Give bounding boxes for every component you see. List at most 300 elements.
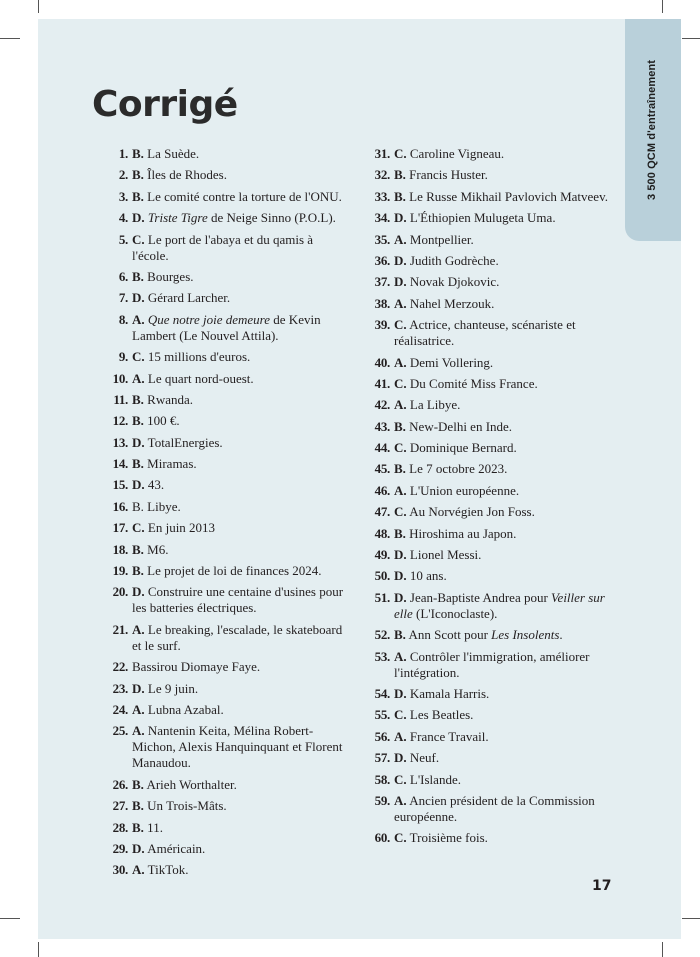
answer-title-italic: Veiller sur elle	[394, 589, 605, 621]
answer-text	[394, 707, 616, 723]
answer-segment: Lionel Messi.	[409, 547, 482, 563]
answer-letter: D.	[394, 589, 407, 605]
question-number: 9.	[118, 349, 128, 365]
question-number: 29.	[112, 840, 128, 856]
answer-letter: D.	[394, 210, 407, 226]
answer-text	[132, 167, 350, 183]
answer-text	[394, 274, 616, 290]
question-number: 22.	[112, 659, 128, 675]
answer-segment: L'Islande.	[409, 771, 461, 787]
answer-segment: TikTok.	[147, 862, 189, 878]
question-number: 34.	[374, 210, 390, 226]
question-number: 25.	[112, 723, 128, 739]
answer-letter: C.	[394, 375, 407, 391]
question-number: 26.	[112, 776, 128, 792]
answer-item	[354, 210, 616, 226]
answer-item	[92, 622, 350, 654]
answer-text	[132, 777, 350, 793]
answer-segment: L'Union européenne.	[409, 482, 520, 498]
answer-letter: B.	[132, 268, 144, 284]
answer-text	[132, 723, 350, 771]
answer-letter: D.	[394, 568, 407, 584]
answer-letter: D.	[394, 252, 407, 268]
answer-item	[354, 419, 616, 435]
answer-title-italic: Triste Tigre	[147, 210, 208, 226]
answer-item	[354, 627, 616, 643]
answer-text	[132, 435, 350, 451]
answer-item	[92, 392, 350, 408]
answer-item	[354, 189, 616, 205]
answer-item	[354, 483, 616, 499]
answer-segment: 10 ans.	[409, 568, 447, 584]
answer-item	[92, 798, 350, 814]
question-number: 43.	[374, 418, 390, 434]
answer-letter: D.	[132, 210, 145, 226]
answer-text	[132, 622, 350, 654]
answer-segment: La Suède.	[147, 146, 200, 161]
question-number: 18.	[112, 541, 128, 557]
answer-letter: D.	[132, 477, 145, 493]
answer-letter: A.	[132, 621, 145, 637]
answer-text	[132, 862, 350, 878]
answer-segment: Le quart nord-ouest.	[147, 370, 254, 386]
answer-item	[92, 499, 350, 515]
answers-column-right	[354, 146, 616, 852]
question-number: 5.	[118, 231, 128, 247]
answer-letter: B.	[394, 188, 406, 204]
answer-segment: Judith Godrèche.	[409, 252, 499, 268]
answer-item	[92, 371, 350, 387]
answer-item	[354, 296, 616, 312]
answer-text	[132, 413, 350, 429]
answer-segment: Le Russe Mikhail Pavlovich Matveev.	[409, 188, 608, 204]
question-number: 49.	[374, 547, 390, 563]
answer-segment: Le breaking, l'escalade, le skateboard et le surf.	[132, 621, 343, 653]
answer-letter: D.	[394, 750, 407, 766]
answer-letter: B.	[132, 146, 144, 161]
answer-item	[354, 397, 616, 413]
answer-text	[394, 376, 616, 392]
answer-segment: Construire une centaine d'usines pour les batteries électriques.	[132, 584, 344, 616]
question-number: 19.	[112, 563, 128, 579]
answer-letter: C.	[394, 146, 407, 161]
answer-segment: Caroline Vigneau.	[409, 146, 505, 161]
question-number: 51.	[374, 589, 390, 605]
answer-segment: Le 9 juin.	[147, 680, 199, 696]
answer-text	[394, 419, 616, 435]
answer-segment: Un Trois-Mâts.	[147, 798, 227, 814]
answer-segment: Dominique Bernard.	[409, 440, 517, 456]
answer-item	[92, 681, 350, 697]
answer-letter: D.	[132, 680, 145, 696]
answer-segment: 43.	[147, 477, 165, 493]
question-number: 17.	[112, 520, 128, 536]
answer-item	[354, 526, 616, 542]
answer-segment: Neuf.	[409, 750, 440, 766]
answer-letter: A.	[132, 311, 145, 327]
answer-item	[354, 355, 616, 371]
answer-letter: B.	[132, 498, 144, 514]
answer-segment: Bourges.	[147, 268, 194, 284]
answer-segment: Libye.	[147, 498, 181, 514]
answer-item	[354, 440, 616, 456]
answer-letter: B.	[132, 167, 144, 183]
answer-text	[394, 750, 616, 766]
answer-segment: Nantenin Keita, Mélina Robert-Michon, Alexis Hanquinquant et Florent Manaudou.	[132, 723, 343, 771]
page-number: 17	[592, 878, 612, 894]
answer-text	[394, 504, 616, 520]
question-number: 54.	[374, 685, 390, 701]
answer-segment: Du Comité Miss France.	[409, 375, 538, 391]
answer-text	[394, 686, 616, 702]
answer-segment: Montpellier.	[409, 231, 474, 247]
answer-item	[92, 146, 350, 162]
answer-segment: Les Beatles.	[409, 707, 474, 723]
answer-letter: A.	[394, 792, 407, 808]
question-number: 35.	[374, 231, 390, 247]
answer-item	[92, 477, 350, 493]
answer-item	[354, 146, 616, 162]
answer-segment: Ann Scott pour	[408, 627, 492, 643]
answer-item	[92, 563, 350, 579]
answer-text	[132, 820, 350, 836]
answer-text	[132, 681, 350, 697]
answer-letter: C.	[394, 830, 407, 846]
question-number: 1.	[118, 146, 128, 161]
answer-segment: Nahel Merzouk.	[409, 295, 495, 311]
question-number: 32.	[374, 167, 390, 183]
question-number: 2.	[118, 167, 128, 183]
answer-segment: Ancien président de la Commission européenne.	[394, 792, 595, 824]
answer-segment: Hiroshima au Japon.	[409, 525, 517, 541]
answer-item	[354, 167, 616, 183]
question-number: 41.	[374, 375, 390, 391]
answer-text	[394, 397, 616, 413]
answer-text	[394, 189, 616, 205]
answer-letter: D.	[132, 290, 145, 306]
answer-letter: C.	[394, 771, 407, 787]
question-number: 7.	[118, 290, 128, 306]
answer-text	[132, 499, 350, 515]
answer-letter: A.	[394, 231, 407, 247]
answers-column-left	[92, 146, 350, 884]
answer-text	[132, 232, 350, 264]
answer-segment: Jean-Baptiste Andrea pour	[409, 589, 552, 605]
answer-segment: Américain.	[147, 840, 206, 856]
question-number: 55.	[374, 707, 390, 723]
answer-letter: A.	[132, 370, 145, 386]
answer-letter: D.	[132, 840, 145, 856]
answer-item	[92, 210, 350, 226]
answer-letter: D.	[394, 685, 407, 701]
question-number: 47.	[374, 504, 390, 520]
question-number: 50.	[374, 568, 390, 584]
answer-text	[394, 793, 616, 825]
answer-item	[354, 729, 616, 745]
question-number: 30.	[112, 862, 128, 878]
question-number: 12.	[112, 413, 128, 429]
answer-text	[132, 702, 350, 718]
answer-letter: B.	[132, 456, 144, 472]
answer-item	[354, 568, 616, 584]
answer-letter: A.	[394, 648, 407, 664]
answer-letter: A.	[394, 354, 407, 370]
question-number: 53.	[374, 648, 390, 664]
crop-mark	[38, 0, 39, 13]
answer-letter: B.	[394, 418, 406, 434]
answer-text	[394, 440, 616, 456]
answer-text	[394, 461, 616, 477]
crop-mark	[38, 942, 39, 957]
answer-segment: L'Éthiopien Mulugeta Uma.	[409, 210, 556, 226]
answer-text	[394, 547, 616, 563]
answer-segment: Actrice, chanteuse, scénariste et réalisatrice.	[394, 317, 576, 349]
answer-segment: (L'Iconoclaste).	[412, 605, 498, 621]
question-number: 33.	[374, 188, 390, 204]
answer-text	[132, 189, 350, 205]
question-number: 59.	[374, 792, 390, 808]
answer-letter: B.	[132, 541, 144, 557]
answer-item	[354, 461, 616, 477]
answer-segment: Miramas.	[147, 456, 197, 472]
answer-item	[92, 435, 350, 451]
answer-text	[394, 729, 616, 745]
answer-text	[132, 210, 350, 226]
answer-item	[354, 253, 616, 269]
answer-letter: D.	[132, 584, 145, 600]
answer-text	[394, 296, 616, 312]
question-number: 28.	[112, 819, 128, 835]
question-number: 13.	[112, 434, 128, 450]
answer-segment: Îles de Rhodes.	[147, 167, 227, 183]
question-number: 44.	[374, 440, 390, 456]
answer-text	[132, 349, 350, 365]
answer-item	[354, 793, 616, 825]
answer-text	[132, 477, 350, 493]
answer-text	[132, 798, 350, 814]
answer-letter: A.	[394, 482, 407, 498]
answer-item	[92, 542, 350, 558]
answer-letter: C.	[394, 707, 407, 723]
answer-letter: A.	[394, 397, 407, 413]
answer-item	[92, 189, 350, 205]
answer-text	[394, 210, 616, 226]
answer-title-italic: Que notre joie demeure	[147, 311, 271, 327]
question-number: 52.	[374, 627, 390, 643]
question-number: 39.	[374, 317, 390, 333]
answer-letter: B.	[394, 525, 406, 541]
answer-segment: Troisième fois.	[409, 830, 488, 846]
question-number: 45.	[374, 461, 390, 477]
question-number: 40.	[374, 354, 390, 370]
question-number: 37.	[374, 274, 390, 290]
question-number: 38.	[374, 295, 390, 311]
question-number: 23.	[112, 680, 128, 696]
answer-text	[394, 627, 616, 643]
answer-title-italic: Les Insolents	[491, 627, 560, 643]
answer-letter: D.	[394, 274, 407, 290]
question-number: 56.	[374, 728, 390, 744]
answer-letter: C.	[394, 440, 407, 456]
answer-segment: Lubna Azabal.	[147, 701, 224, 717]
answer-segment: Bassirou Diomaye Faye.	[132, 659, 261, 675]
answer-item	[354, 649, 616, 681]
answer-letter: D.	[394, 547, 407, 563]
answer-item	[354, 772, 616, 788]
answer-text	[394, 590, 616, 622]
answer-text	[394, 649, 616, 681]
answer-segment: 100 €.	[147, 413, 180, 429]
answer-letter: B.	[394, 461, 406, 477]
question-number: 3.	[118, 188, 128, 204]
answer-text	[394, 772, 616, 788]
answer-segment: Au Norvégien Jon Foss.	[409, 504, 535, 520]
answer-item	[92, 702, 350, 718]
answer-item	[354, 317, 616, 349]
question-number: 15.	[112, 477, 128, 493]
answer-segment: .	[559, 627, 563, 643]
answer-item	[354, 590, 616, 622]
answer-item	[92, 723, 350, 771]
answer-letter: B.	[132, 776, 144, 792]
crop-mark	[682, 918, 700, 919]
answer-item	[92, 659, 350, 675]
answer-item	[92, 349, 350, 365]
question-number: 21.	[112, 621, 128, 637]
answer-item	[354, 686, 616, 702]
answer-item	[92, 456, 350, 472]
question-number: 16.	[112, 498, 128, 514]
answer-text	[132, 659, 350, 675]
answer-segment: Demi Vollering.	[409, 354, 494, 370]
question-number: 8.	[118, 311, 128, 327]
answer-segment: de Kevin Lambert (Le Nouvel Attila).	[132, 311, 321, 343]
answer-item	[92, 520, 350, 536]
answer-text	[394, 526, 616, 542]
answer-item	[92, 862, 350, 878]
answer-item	[92, 312, 350, 344]
answer-letter: B.	[132, 413, 144, 429]
answer-letter: B.	[132, 188, 144, 204]
question-number: 48.	[374, 525, 390, 541]
answer-segment: Le 7 octobre 2023.	[409, 461, 508, 477]
question-number: 14.	[112, 456, 128, 472]
answer-segment: 11.	[147, 819, 163, 835]
answer-item	[92, 167, 350, 183]
answer-letter: B.	[394, 627, 406, 643]
question-number: 36.	[374, 252, 390, 268]
answer-text	[132, 456, 350, 472]
answer-text	[394, 355, 616, 371]
answer-letter: A.	[394, 295, 407, 311]
answer-text	[132, 563, 350, 579]
crop-mark	[662, 0, 663, 13]
answer-item	[354, 547, 616, 563]
answer-letter: B.	[132, 563, 144, 579]
answer-segment: de Neige Sinno (P.O.L).	[207, 210, 336, 226]
answer-letter: C.	[394, 504, 407, 520]
answer-segment: Contrôler l'immigration, améliorer l'intégration.	[394, 648, 590, 680]
question-number: 4.	[118, 210, 128, 226]
answer-segment: 15 millions d'euros.	[147, 349, 251, 365]
answer-item	[92, 290, 350, 306]
answer-letter: A.	[132, 862, 145, 878]
answer-letter: B.	[132, 391, 144, 407]
section-tab-label: 3 500 QCM d'entraînement	[646, 59, 658, 201]
answer-letter: B.	[132, 798, 144, 814]
answer-text	[132, 146, 350, 162]
answer-letter: B.	[394, 167, 406, 183]
answer-item	[92, 413, 350, 429]
answer-text	[132, 542, 350, 558]
answer-item	[354, 274, 616, 290]
page-title: Corrigé	[92, 84, 238, 125]
answer-item	[92, 584, 350, 616]
answer-segment: New-Delhi en Inde.	[409, 418, 513, 434]
answer-item	[354, 830, 616, 846]
answer-letter: B.	[132, 819, 144, 835]
answer-letter: C.	[132, 349, 145, 365]
answer-text	[394, 568, 616, 584]
answer-text	[394, 146, 616, 162]
answer-segment: Arieh Worthalter.	[146, 776, 237, 792]
answer-segment: Francis Huster.	[409, 167, 488, 183]
answer-segment: La Libye.	[409, 397, 461, 413]
answer-item	[354, 376, 616, 392]
answer-segment: Kamala Harris.	[409, 685, 490, 701]
answer-letter: A.	[132, 723, 145, 739]
answer-segment: Le projet de loi de finances 2024.	[147, 563, 322, 579]
answer-text	[132, 520, 350, 536]
question-number: 27.	[112, 798, 128, 814]
answer-segment: M6.	[147, 541, 169, 557]
answer-letter: C.	[394, 317, 407, 333]
answer-segment: Le port de l'abaya et du qamis à l'école.	[132, 231, 314, 263]
answer-item	[354, 750, 616, 766]
answer-segment: TotalEnergies.	[147, 434, 223, 450]
answer-segment: Rwanda.	[147, 391, 194, 407]
answer-item	[354, 504, 616, 520]
answer-letter: D.	[132, 434, 145, 450]
answer-item	[92, 820, 350, 836]
answer-text	[132, 269, 350, 285]
answer-text	[394, 253, 616, 269]
crop-mark	[0, 918, 20, 919]
answer-item	[354, 232, 616, 248]
answer-text	[394, 167, 616, 183]
question-number: 11.	[113, 391, 128, 407]
question-number: 20.	[112, 584, 128, 600]
answer-text	[132, 312, 350, 344]
crop-mark	[0, 38, 20, 39]
question-number: 24.	[112, 701, 128, 717]
question-number: 60.	[374, 830, 390, 846]
answer-segment: En juin 2013	[147, 520, 216, 536]
crop-mark	[682, 38, 700, 39]
question-number: 10.	[112, 370, 128, 386]
answer-letter: C.	[132, 231, 145, 247]
crop-mark	[662, 942, 663, 957]
answer-item	[92, 232, 350, 264]
answer-letter: A.	[394, 728, 407, 744]
answer-item	[354, 707, 616, 723]
answer-letter: A.	[132, 701, 145, 717]
answer-text	[132, 841, 350, 857]
answer-text	[132, 371, 350, 387]
question-number: 31.	[374, 146, 390, 161]
question-number: 6.	[118, 268, 128, 284]
answer-item	[92, 269, 350, 285]
